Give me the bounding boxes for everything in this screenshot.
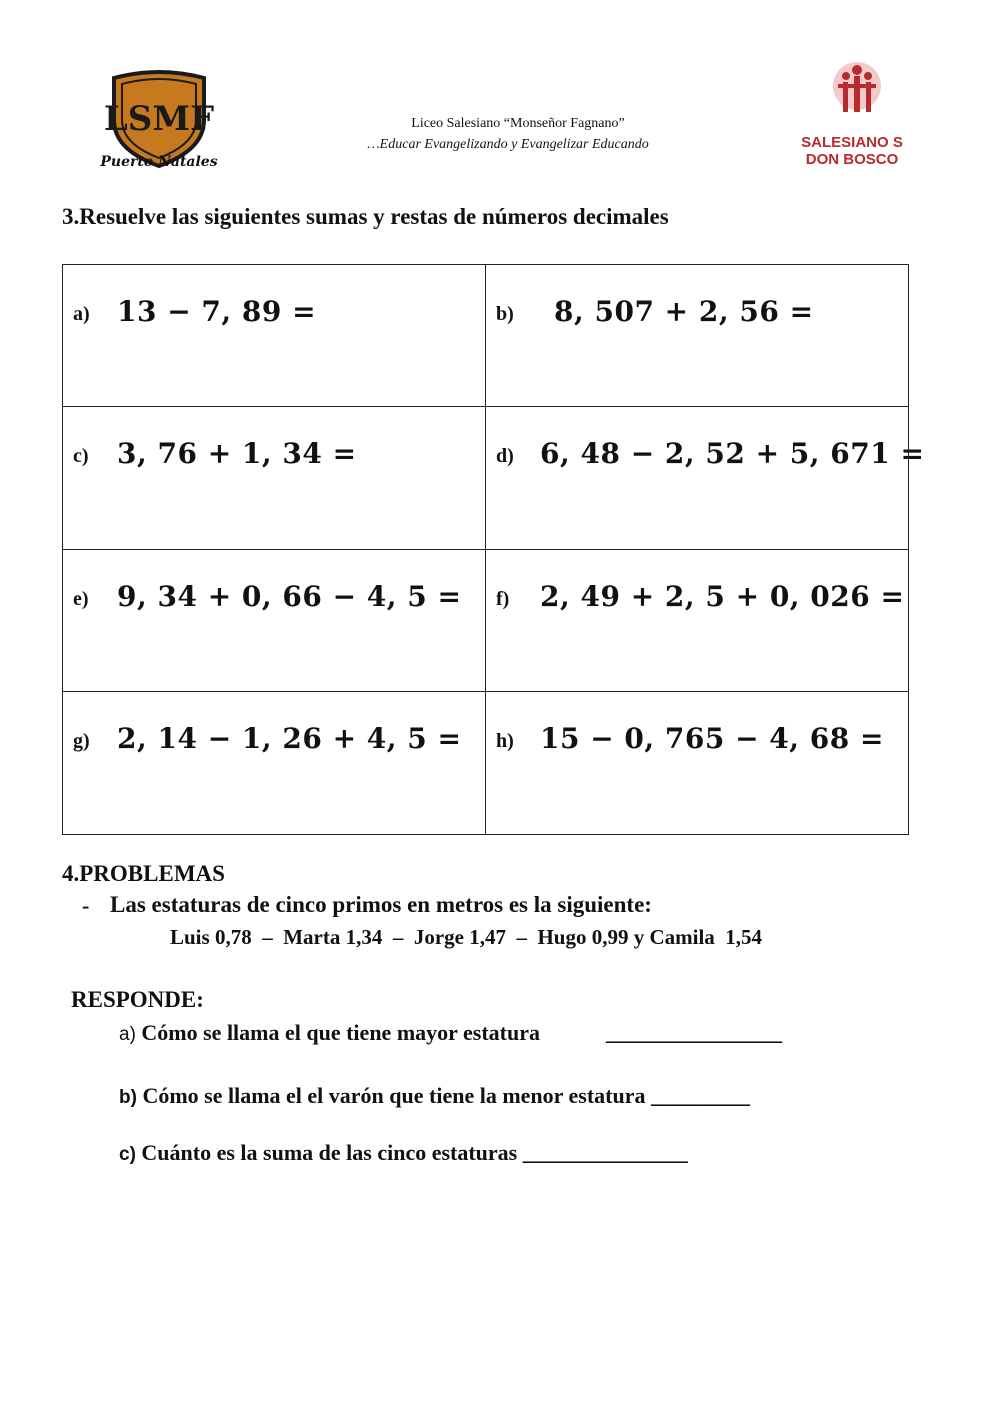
exercise-label: g) xyxy=(73,729,90,752)
problem-statement: Las estaturas de cinco primos en metros es la siguiente: xyxy=(110,892,652,917)
question-a xyxy=(119,1020,782,1046)
school-name: Liceo Salesiano “Monseñor Fagnano” xyxy=(411,116,625,131)
exercise-label: f) xyxy=(496,587,510,610)
exercise-label: e) xyxy=(73,587,89,610)
exercise-expression: 2, 49 + 2, 5 + 0, 026 = xyxy=(540,579,905,613)
exercise-expression: 2, 14 − 1, 26 + 4, 5 = xyxy=(117,721,462,755)
question-text: Cuánto es la suma de las cinco estaturas xyxy=(141,1140,518,1165)
exercise-label: b) xyxy=(496,303,514,325)
crest-letters: LSMF xyxy=(103,99,215,139)
exercise-expression: 8, 507 + 2, 56 = xyxy=(554,295,814,328)
exercise-cell-e xyxy=(63,550,486,692)
exercise-expression: 15 − 0, 765 − 4, 68 = xyxy=(540,721,884,755)
exercise-cell-g xyxy=(63,692,486,834)
salesianos-wordmark-line1: SALESIANO S xyxy=(801,134,903,151)
section4-title: 4.PROBLEMAS xyxy=(62,861,225,886)
exercise-cell-b xyxy=(486,265,908,407)
exercise-label: a) xyxy=(73,303,90,325)
heights-data-line: Luis 0,78 – Marta 1,34 – Jorge 1,47 – Hugo 0,99 y Camila 1,54 xyxy=(170,925,763,949)
exercise-expression: 6, 48 − 2, 52 + 5, 671 = xyxy=(540,437,925,471)
answer-blank[interactable]: _______________ xyxy=(522,1140,688,1165)
salesianos-wordmark xyxy=(790,134,914,168)
answer-blank[interactable]: ________________ xyxy=(605,1020,782,1045)
section3-title: 3.Resuelve las siguientes sumas y restas de números decimales xyxy=(62,204,669,229)
exercise-expression: 3, 76 + 1, 34 = xyxy=(117,437,357,471)
exercise-cell-f xyxy=(486,550,908,692)
question-letter: c) xyxy=(119,1144,136,1165)
question-text: Cómo se llama el el varón que tiene la menor estatura xyxy=(142,1083,646,1108)
question-letter: b) xyxy=(119,1087,137,1108)
exercise-label: h) xyxy=(496,729,514,752)
exercise-label: c) xyxy=(73,445,89,468)
crest-caption: Puerto Natales xyxy=(100,154,218,170)
exercise-grid xyxy=(62,264,925,835)
school-motto: …Educar Evangelizando y Evangelizar Educando xyxy=(367,137,649,152)
question-c xyxy=(119,1140,688,1166)
exercise-cell-a xyxy=(63,265,486,407)
question-b xyxy=(119,1083,750,1109)
responde-label: RESPONDE: xyxy=(71,987,204,1012)
question-text: Cómo se llama el que tiene mayor estatura xyxy=(141,1020,540,1045)
exercise-cell-h xyxy=(486,692,908,834)
exercise-cell-c xyxy=(63,407,486,549)
exercise-cell-d xyxy=(486,407,925,549)
problem-bullet: - xyxy=(82,893,90,918)
exercise-expression: 9, 34 + 0, 66 − 4, 5 = xyxy=(117,579,462,613)
question-letter: a) xyxy=(119,1024,136,1045)
salesianos-logo-icon xyxy=(812,60,902,126)
exercise-label: d) xyxy=(496,445,514,468)
answer-blank[interactable]: _________ xyxy=(651,1083,751,1108)
exercise-expression: 13 − 7, 89 = xyxy=(117,295,317,328)
salesianos-wordmark-line2: DON BOSCO xyxy=(805,151,899,168)
